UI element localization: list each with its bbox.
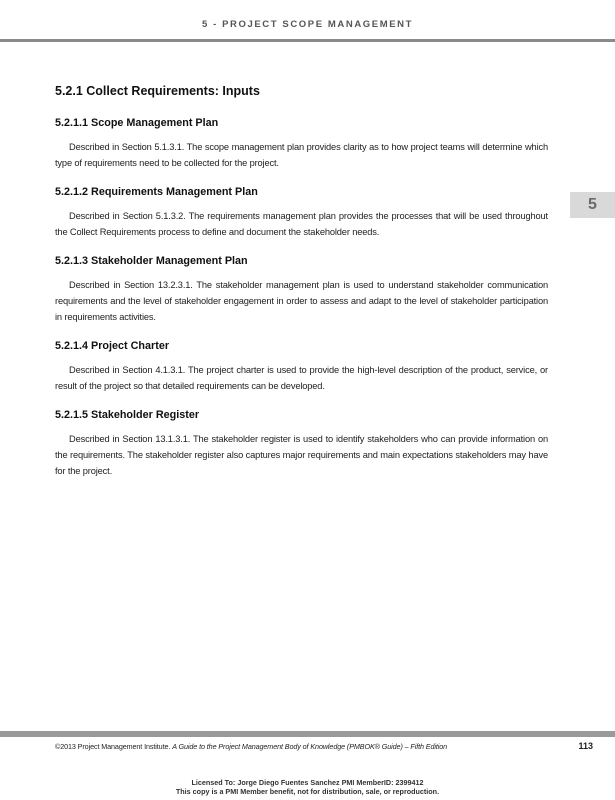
subsection-body: Described in Section 13.2.3.1. The stakeholder management plan is used to understand stakeholder communication requirements and the level of stakeholder engagement in order to assess and adapt to the level of stakeholder participation in requirements activities.: [55, 280, 548, 322]
subsection-body: Described in Section 13.1.3.1. The stakeholder register is used to identify stakeholders who can provide information on the requirements. The stakeholder register also captures major requirements and main expectations stakeholders may have for the project.: [55, 434, 548, 476]
subsection-scope-management-plan: [55, 117, 548, 171]
license-line-2: This copy is a PMI Member benefit, not for distribution, sale, or reproduction.: [175, 786, 440, 796]
chapter-thumb-tab: 5: [570, 192, 615, 218]
book-title: A Guide to the Project Management Body of Knowledge (PMBOK® Guide) – Fifth Edition: [172, 742, 448, 751]
subsection-body: Described in Section 4.1.3.1. The project charter is used to provide the high-level description of the product, service, or result of the project so that detailed requirements can be developed.: [55, 365, 548, 391]
subsection-stakeholder-management-plan: [55, 255, 548, 325]
subsection-body: Described in Section 5.1.3.1. The scope management plan provides clarity as to how project teams will determine which type of requirements need to be collected for the project.: [55, 142, 548, 168]
subsection-requirements-management-plan: [55, 186, 548, 240]
footer-copyright: [55, 742, 447, 751]
footer-divider: [0, 731, 615, 737]
subsection-title: 5.2.1.3 Stakeholder Management Plan: [55, 255, 248, 267]
page-number: 113: [578, 741, 593, 751]
running-header: [0, 0, 615, 42]
page-content: [55, 84, 548, 494]
subsection-title: 5.2.1.1 Scope Management Plan: [55, 117, 219, 129]
subsection-title: 5.2.1.5 Stakeholder Register: [55, 409, 200, 421]
subsection-title: 5.2.1.2 Requirements Management Plan: [55, 186, 258, 198]
subsection-body: Described in Section 5.1.3.2. The requirements management plan provides the processes that will be used throughout the Collect Requirements process to define and document the stakeholder needs.: [55, 211, 548, 237]
copyright-text: ©2013 Project Management Institute.: [55, 742, 171, 751]
license-line-1: Licensed To: Jorge Diego Fuentes Sanchez PMI MemberID: 2399412: [191, 778, 424, 787]
subsection-stakeholder-register: [55, 409, 548, 479]
subsection-project-charter: [55, 340, 548, 394]
subsection-title: 5.2.1.4 Project Charter: [55, 340, 170, 352]
license-notice: [0, 779, 615, 796]
chapter-header-title: 5 - PROJECT SCOPE MANAGEMENT: [201, 19, 414, 30]
section-title: 5.2.1 Collect Requirements: Inputs: [55, 84, 260, 98]
